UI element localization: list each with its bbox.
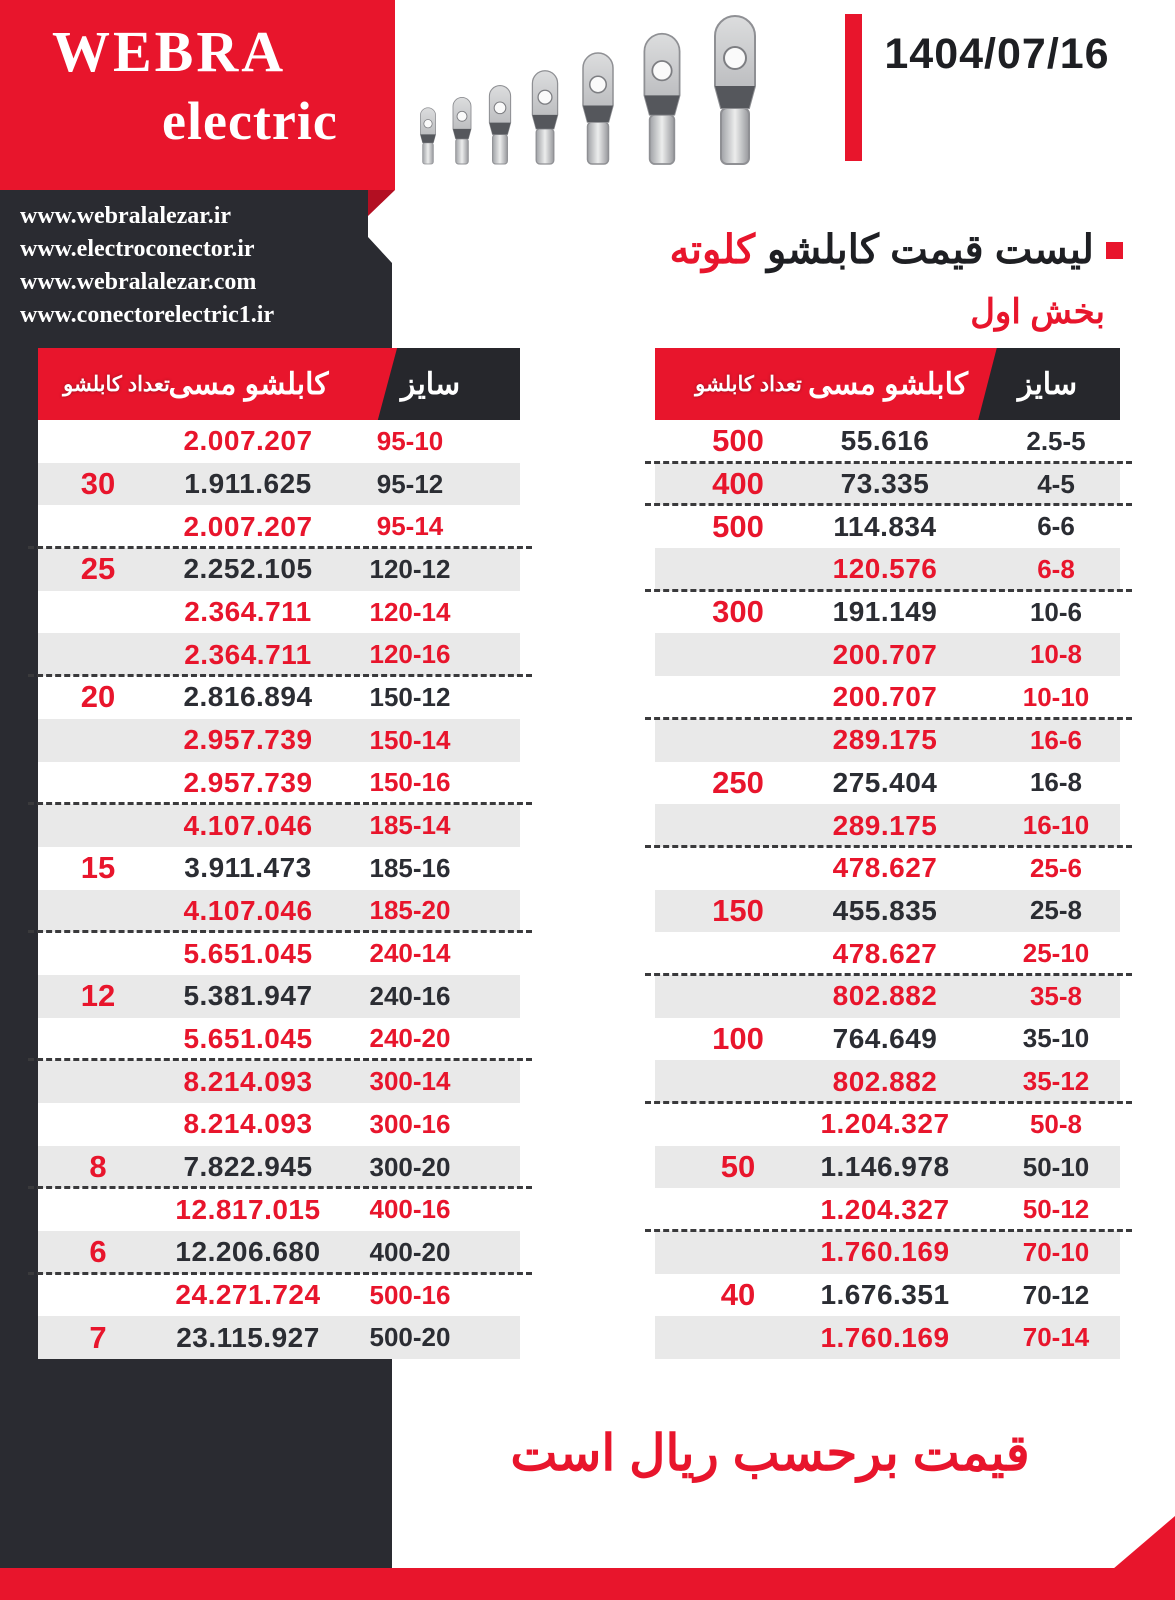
qty-cell: [38, 1018, 158, 1061]
column-header-qty: تعداد کابلشو: [695, 372, 802, 396]
size-cell: 10-6: [1029, 596, 1083, 627]
price-cell: 289.175: [832, 724, 938, 756]
size-cell: 240-16: [369, 980, 451, 1011]
table-row: [38, 548, 520, 591]
size-cell: 95-14: [376, 511, 444, 542]
price-cell: 802.882: [832, 1065, 938, 1097]
price-cell: 764.649: [832, 1022, 938, 1054]
price-cell: 275.404: [832, 766, 938, 798]
size-cell: 10-8: [1029, 639, 1083, 670]
table-row: [655, 1018, 1120, 1061]
price-cell: 24.271.724: [175, 1279, 321, 1311]
price-cell: 12.817.015: [175, 1193, 321, 1225]
size-cell: 120-12: [369, 553, 451, 584]
size-cell: 150-14: [369, 724, 451, 755]
size-cell: 240-14: [369, 938, 451, 969]
price-cell: 114.834: [833, 510, 937, 542]
size-cell: 150-12: [369, 681, 451, 712]
website-link: www.webralalezar.ir: [20, 203, 232, 229]
table-row: [655, 463, 1120, 506]
price-cell: 4.107.046: [183, 809, 313, 841]
table-row: [655, 591, 1120, 634]
size-cell: 10-10: [1022, 681, 1090, 712]
qty-cell: 400: [712, 466, 764, 502]
size-cell: 35-8: [1029, 980, 1083, 1011]
table-row: [655, 505, 1120, 548]
price-cell: 12.206.680: [175, 1236, 321, 1268]
qty-cell: [38, 420, 158, 463]
size-cell: 35-10: [1022, 1023, 1090, 1054]
qty-cell: [38, 633, 158, 676]
price-cell: 4.107.046: [183, 894, 313, 926]
size-cell: 300-16: [369, 1108, 451, 1139]
size-cell: 70-10: [1022, 1236, 1090, 1267]
price-cell: 5.381.947: [183, 980, 313, 1012]
column-header-size: سایز: [1017, 367, 1078, 401]
size-cell: 25-10: [1022, 938, 1090, 969]
size-cell: 6-8: [1037, 553, 1075, 584]
table-row: [38, 463, 520, 506]
price-cell: 478.627: [832, 852, 938, 884]
price-cell: 802.882: [832, 980, 938, 1012]
bottom-red-bar: [0, 1568, 1175, 1600]
price-cell: 1.760.169: [820, 1321, 950, 1353]
qty-cell: [38, 890, 158, 933]
size-cell: 25-6: [1029, 852, 1083, 883]
size-cell: 16-6: [1029, 724, 1083, 755]
price-cell: 191.149: [832, 596, 938, 628]
website-list: [20, 200, 380, 332]
cable-lugs-photo: [400, 8, 780, 176]
table-row: [38, 1231, 520, 1274]
table-row: [38, 1103, 520, 1146]
table-row: [38, 804, 520, 847]
table-row: [655, 975, 1120, 1018]
size-cell: 400-20: [369, 1236, 451, 1267]
qty-cell: [38, 1274, 158, 1317]
column-header-qty: تعداد کابلشو: [63, 372, 170, 396]
size-cell: 500-20: [369, 1322, 451, 1353]
qty-cell: [38, 719, 158, 762]
table-row: [655, 932, 1120, 975]
table-row: [38, 847, 520, 890]
price-cell: 55.616: [840, 425, 930, 457]
table-row: [655, 847, 1120, 890]
size-cell: 50-8: [1029, 1108, 1083, 1139]
price-cell: 2.816.894: [183, 681, 313, 713]
table-row: [655, 548, 1120, 591]
size-cell: 120-14: [369, 596, 451, 627]
size-cell: 120-16: [369, 639, 451, 670]
size-cell: 16-8: [1029, 767, 1083, 798]
price-cell: 8.214.093: [183, 1065, 313, 1097]
price-cell: 455.835: [832, 894, 938, 926]
size-cell: 70-14: [1022, 1322, 1090, 1353]
qty-cell: [38, 804, 158, 847]
table-row: [655, 1188, 1120, 1231]
page-subtitle: بخش اول: [970, 293, 1105, 331]
price-cell: 2.007.207: [183, 510, 313, 542]
table-row: [655, 719, 1120, 762]
size-cell: 300-14: [369, 1066, 451, 1097]
qty-cell: 250: [712, 764, 764, 800]
size-cell: 500-16: [369, 1279, 451, 1310]
price-cell: 2.957.739: [183, 766, 313, 798]
qty-cell: [38, 1188, 158, 1231]
price-cell: 1.760.169: [820, 1236, 950, 1268]
price-cell: 200.707: [832, 638, 938, 670]
bottom-bar-wedge: [1113, 1516, 1175, 1569]
table-row: [38, 1316, 520, 1359]
column-header-price: کابلشو مسی: [168, 367, 329, 401]
qty-cell: 100: [712, 1020, 764, 1056]
size-cell: 35-12: [1022, 1066, 1090, 1097]
qty-cell: 20: [80, 679, 116, 715]
table-row: [655, 1146, 1120, 1189]
table-row: [655, 420, 1120, 463]
qty-cell: 150: [712, 892, 764, 928]
size-cell: 240-20: [369, 1023, 451, 1054]
price-cell: 1.911.625: [184, 468, 312, 500]
size-cell: 400-16: [369, 1194, 451, 1225]
price-cell: 23.115.927: [176, 1321, 320, 1353]
price-cell: 7.822.945: [183, 1151, 313, 1183]
table-row: [655, 1274, 1120, 1317]
cable-lug-icon: [420, 16, 755, 164]
title-red: کلوته: [669, 228, 755, 272]
size-cell: 185-16: [369, 852, 451, 883]
qty-cell: [38, 591, 158, 634]
table-row: [38, 420, 520, 463]
table-row: [655, 1316, 1120, 1359]
price-cell: 1.204.327: [820, 1193, 950, 1225]
date-divider-bar: [845, 14, 862, 161]
size-cell: 6-6: [1037, 511, 1075, 542]
table-header: [655, 348, 1120, 420]
table-rows: [655, 420, 1120, 1359]
price-cell: 2.364.711: [184, 638, 312, 670]
qty-cell: 8: [89, 1149, 107, 1185]
qty-cell: 300: [712, 594, 764, 630]
size-cell: 2.5-5: [1026, 425, 1086, 456]
table-row: [38, 633, 520, 676]
table-row: [38, 719, 520, 762]
table-row: [655, 676, 1120, 719]
size-cell: 150-16: [369, 767, 451, 798]
size-cell: 16-10: [1022, 810, 1090, 841]
price-cell: 1.204.327: [820, 1108, 950, 1140]
qty-cell: [38, 932, 158, 975]
qty-cell: 30: [80, 466, 116, 502]
table-rows: [38, 420, 520, 1359]
title-bullet-icon: [1106, 242, 1123, 259]
qty-cell: 25: [80, 551, 116, 587]
size-cell: 4-5: [1037, 468, 1075, 499]
table-row: [38, 676, 520, 719]
price-cell: 5.651.045: [183, 937, 313, 969]
price-table-left: [38, 348, 520, 1359]
qty-cell: 500: [712, 423, 764, 459]
qty-cell: 500: [712, 508, 764, 544]
price-cell: 5.651.045: [183, 1022, 313, 1054]
size-cell: 70-12: [1022, 1279, 1090, 1310]
qty-cell: 40: [720, 1277, 756, 1313]
title-black: لیست قیمت کابلشو: [767, 228, 1094, 272]
date: 1404/07/16: [884, 30, 1110, 78]
size-cell: 300-20: [369, 1151, 451, 1182]
column-header-size: سایز: [400, 367, 461, 401]
qty-cell: 15: [80, 850, 116, 886]
brand-subname: electric: [162, 91, 338, 151]
table-row: [655, 1060, 1120, 1103]
currency-note: قیمت برحسب ریال است: [510, 1425, 1030, 1481]
qty-cell: [38, 1103, 158, 1146]
table-row: [655, 804, 1120, 847]
qty-cell: [38, 762, 158, 805]
size-cell: 95-12: [376, 468, 444, 499]
price-cell: 2.957.739: [183, 724, 313, 756]
price-cell: 2.364.711: [184, 596, 312, 628]
page-title: [669, 220, 1123, 280]
website-link: www.conectorelectric1.ir: [20, 302, 275, 328]
column-header-price: کابلشو مسی: [807, 367, 969, 401]
table-row: [38, 1188, 520, 1231]
qty-cell: [38, 505, 158, 548]
size-cell: 185-14: [369, 810, 451, 841]
qty-cell: 7: [89, 1319, 107, 1355]
table-row: [38, 505, 520, 548]
website-link: www.electroconector.ir: [20, 236, 255, 262]
table-row: [38, 1018, 520, 1061]
table-row: [655, 890, 1120, 933]
qty-cell: [38, 1060, 158, 1103]
website-link: www.webralalezar.com: [20, 269, 257, 295]
size-cell: 50-10: [1022, 1151, 1090, 1182]
qty-cell: 12: [80, 978, 116, 1014]
price-cell: 289.175: [832, 809, 938, 841]
size-cell: 25-8: [1029, 895, 1083, 926]
table-header: [38, 348, 520, 420]
table-row: [38, 1146, 520, 1189]
price-cell: 200.707: [832, 681, 938, 713]
qty-cell: 6: [89, 1234, 107, 1270]
size-cell: 50-12: [1022, 1194, 1090, 1225]
table-row: [655, 1231, 1120, 1274]
table-row: [38, 762, 520, 805]
table-row: [38, 975, 520, 1018]
qty-cell: 50: [720, 1149, 756, 1185]
table-row: [655, 1103, 1120, 1146]
table-row: [38, 890, 520, 933]
price-cell: 478.627: [832, 937, 938, 969]
table-row: [38, 1274, 520, 1317]
price-cell: 73.335: [840, 468, 930, 500]
size-cell: 95-10: [376, 425, 444, 456]
price-cell: 8.214.093: [183, 1108, 313, 1140]
table-row: [38, 932, 520, 975]
table-row: [655, 762, 1120, 805]
price-cell: 2.007.207: [183, 425, 313, 457]
brand-logo-box: [0, 0, 395, 190]
table-row: [655, 633, 1120, 676]
price-cell: 3.911.473: [184, 852, 312, 884]
table-row: [38, 591, 520, 634]
price-table-right: [655, 348, 1120, 1359]
price-cell: 2.252.105: [183, 553, 313, 585]
price-cell: 1.146.978: [820, 1151, 950, 1183]
table-row: [38, 1060, 520, 1103]
brand-name: WEBRA: [52, 19, 287, 84]
price-cell: 1.676.351: [820, 1279, 950, 1311]
size-cell: 185-20: [369, 895, 451, 926]
price-cell: 120.576: [832, 553, 938, 585]
